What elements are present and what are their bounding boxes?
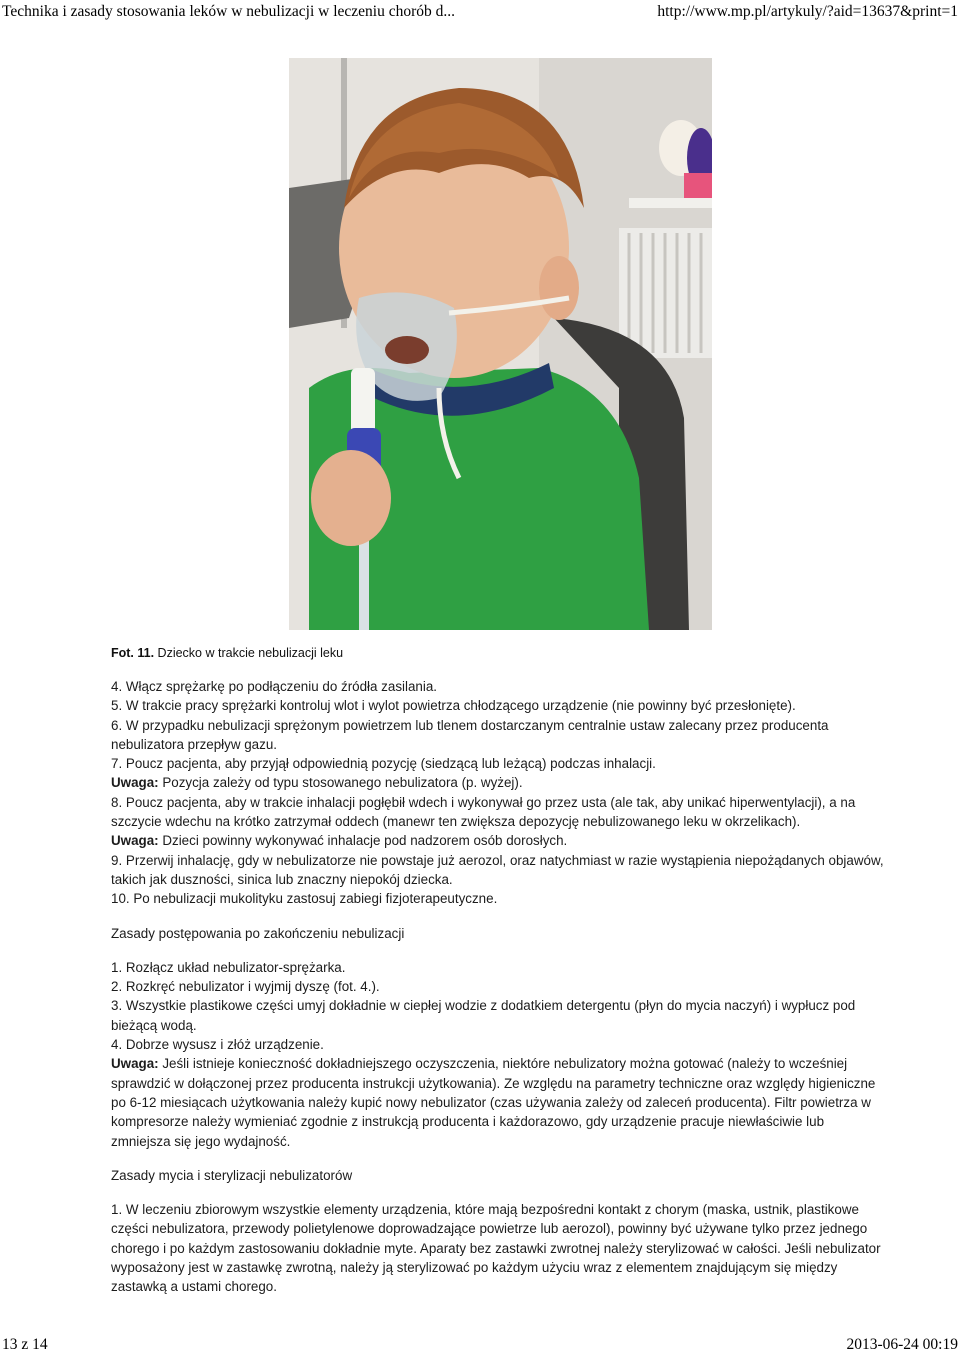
- wash-item-1: 1. W leczeniu zbiorowym wszystkie elementy urządzenia, które mają bezpośredni kontakt z chorym (maska, ustnik, plastikowe części nebulizatora, przewody polietylenowe doprowadzające powietrze lub aerozol), powinny być używane tylko przez jednego chorego i po każdym zastosowaniu dokładnie myte. Aparaty bez zastawki zwrotnej należy sterylizować w całości. Jeśli nebulizator wyposażony jest w zastawkę zwrotną, należy ją sterylizować po każdym użyciu wraz z elementem znajdującym się między zastawką a ustami chorego.: [111, 1202, 881, 1295]
- section-heading-after: Zasady postępowania po zakończeniu nebulizacji: [111, 925, 405, 941]
- after-item-4: 4. Dobrze wysusz i złóż urządzenie.: [111, 1037, 324, 1053]
- page-title: Technika i zasady stosowania leków w nebulizacji w leczeniu chorób d...: [2, 3, 455, 20]
- after-item-2: 2. Rozkręć nebulizator i wyjmij dyszę (fot. 4.).: [111, 979, 380, 995]
- caption-text: Dziecko w trakcie nebulizacji leku: [154, 646, 344, 660]
- step-7: 7. Poucz pacjenta, aby przyjął odpowiednią pozycję (siedzącą lub leżącą) podczas inhalacji.: [111, 756, 656, 772]
- note-label: Uwaga:: [111, 1056, 159, 1072]
- page-number: 13 z 14: [2, 1336, 48, 1353]
- print-header: [0, 0, 960, 24]
- after-item-1: 1. Rozłącz układ nebulizator-sprężarka.: [111, 959, 346, 975]
- step-10: 10. Po nebulizacji mukolityku zastosuj zabiegi fizjoterapeutyczne.: [111, 891, 498, 907]
- note-label: Uwaga:: [111, 833, 159, 849]
- note-cleaning: [111, 1054, 886, 1150]
- step-4: 4. Włącz sprężarkę po podłączeniu do źródła zasilania.: [111, 679, 438, 694]
- note-text: Dzieci powinny wykonywać inhalacje pod nadzorem osób dorosłych.: [158, 833, 568, 849]
- note-text: Jeśli istnieje konieczność dokładniejszego oczyszczenia, niektóre nebulizatory można gotować (należy to wcześniej sprawdzić w dołączonej przez producenta instrukcji użytkowania). Ze względu na parametry techniczne oraz względy higieniczne po 6-12 miesiącach użytkowania należy kupić nowy nebulizator (czas używania zależy od zaleceń producenta). Filtr powietrza w kompresorze należy wymieniać zgodnie z instrukcją producenta i każdorazowo, gdy urządzenie pracuje niewłaściwie lub zmniejsza się jego wydajność.: [111, 1056, 876, 1149]
- page-url: http://www.mp.pl/artykuly/?aid=13637&print=1: [657, 3, 958, 20]
- after-item-3: 3. Wszystkie plastikowe części umyj dokładnie w ciepłej wodzie z dodatkiem detergentu (płyn do mycia naczyń) i wypłucz pod bieżącą wodą.: [111, 998, 856, 1033]
- photo-child-nebulization: [289, 58, 712, 630]
- step-5: 5. W trakcie pracy sprężarki kontroluj wlot i wylot powietrza chłodzącego urządzenie (nie powinny być przesłonięte).: [111, 698, 796, 714]
- print-footer: [0, 1335, 960, 1357]
- note-position: [111, 773, 886, 792]
- step-6: 6. W przypadku nebulizacji sprężonym powietrzem lub tlenem dostarczanym centralnie ustaw zalecany przez producenta nebulizatora przepływ gazu.: [111, 717, 829, 752]
- step-9: 9. Przerwij inhalację, gdy w nebulizatorze nie powstaje już aerozol, oraz natychmiast w razie wystąpienia niepożądanych objawów, takich jak duszności, sinica lub znaczny niepokój dziecka.: [111, 852, 884, 887]
- article-body: [111, 677, 886, 1297]
- step-8: 8. Poucz pacjenta, aby w trakcie inhalacji pogłębił wdech i wykonywał go przez usta (ale tak, aby unikać hiperwentylacji), a na szczycie wdechu na krótko zatrzymał oddech (manewr ten zwiększa depozycję nebulizowanego leku w okrzelikach).: [111, 794, 856, 830]
- section-heading-wash: Zasady mycia i sterylizacji nebulizatorów: [111, 1167, 353, 1183]
- note-text: Pozycja zależy od typu stosowanego nebulizatora (p. wyżej).: [158, 775, 523, 791]
- print-datetime: 2013-06-24 00:19: [846, 1336, 958, 1353]
- note-supervision: [111, 831, 886, 850]
- note-label: Uwaga:: [111, 775, 159, 791]
- caption-label: Fot. 11.: [111, 646, 155, 660]
- figure-caption: [111, 646, 343, 660]
